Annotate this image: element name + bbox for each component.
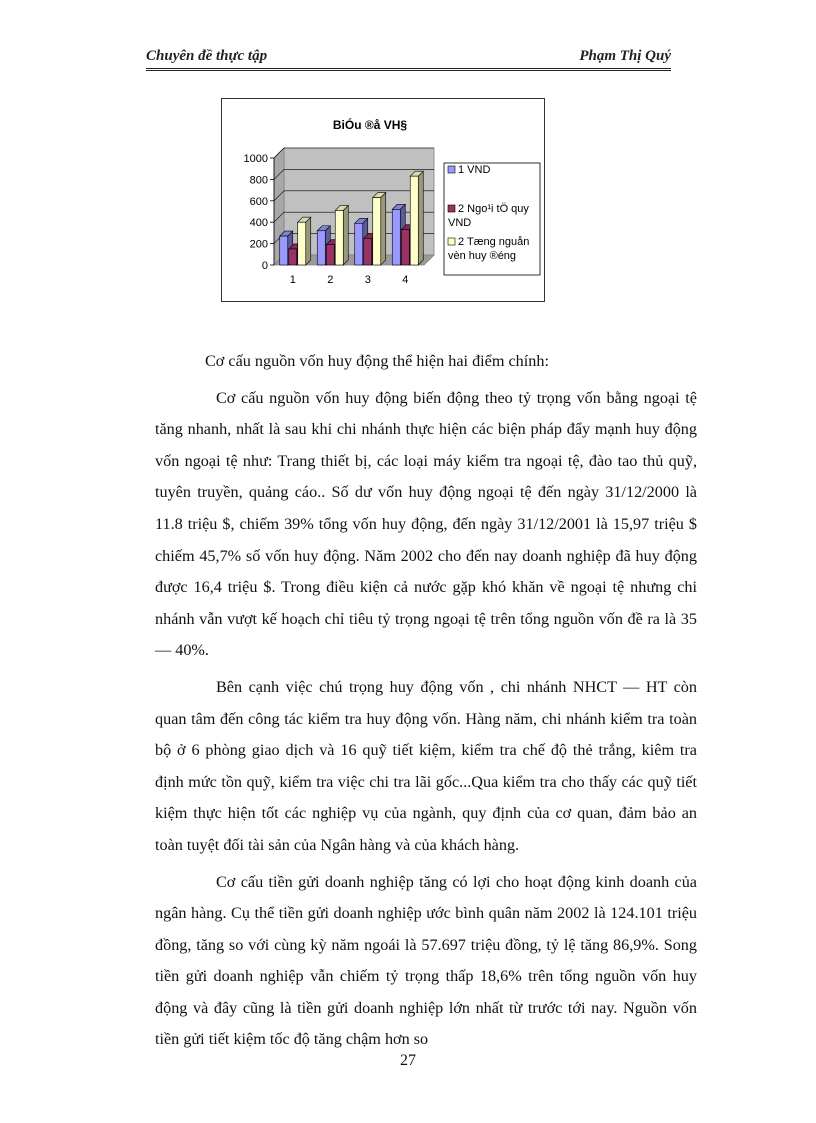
bar-chart <box>221 98 545 302</box>
x-tick-label: 1 <box>289 274 296 286</box>
bar <box>392 209 400 265</box>
page-number: 27 <box>400 1052 416 1069</box>
body-text <box>155 346 697 1061</box>
x-tick-label: 3 <box>364 274 371 286</box>
y-tick-label: 400 <box>249 217 268 230</box>
y-tick-label: 600 <box>249 195 268 208</box>
bar <box>335 210 343 265</box>
bar <box>364 238 372 265</box>
bar <box>280 236 288 265</box>
bar <box>355 223 363 265</box>
header-title: Chuyên đề thực tập <box>146 48 268 64</box>
chart-title: BiÓu ®å VH§ <box>332 118 408 132</box>
bar-side <box>343 205 348 265</box>
x-tick-label: 4 <box>402 274 409 286</box>
bar-side <box>306 217 311 265</box>
bar <box>373 198 381 265</box>
legend-label: 2 Tæng nguån vèn huy ®éng <box>448 236 530 262</box>
bar <box>410 176 418 265</box>
bar-side <box>381 193 386 265</box>
paragraph-2: Cơ cấu nguồn vốn huy động biến động theo tỷ trọng vốn bằng ngoại tệ tăng nhanh, nhất là sau khi chi nhánh thực hiện các biện pháp đẩy mạnh huy động vốn ngoại tệ như: Trang thiết bị, các loại máy kiểm tra ngoại tệ, đào tao thủ quỹ, tuyên truyền, quảng cáo.. Số dư vốn huy động ngoại tệ đến ngày 31/12/2000 là 11.8 triệu $, chiếm 39% tổng vốn huy động, đến ngày 31/12/2001 là 15,97 triệu $ chiếm 45,7% số vốn huy động. Năm 2002 cho đến nay doanh nghiệp đã huy động được 16,4 triệu $. Trong điều kiện cả nước gặp khó khăn về ngoại tệ nhưng chi nhánh vẫn vượt kế hoạch chỉ tiêu tỷ trọng ngoại tệ trên tổng nguồn vốn đề ra là 35 — 40%. <box>155 388 697 660</box>
bar <box>289 249 297 265</box>
x-tick-label: 2 <box>327 274 334 286</box>
bar <box>401 230 409 265</box>
y-tick-label: 800 <box>249 174 268 187</box>
paragraph-4: Cơ cấu tiền gửi doanh nghiệp tăng có lợi cho hoạt động kinh doanh của ngân hàng. Cụ thể tiền gửi doanh nghiệp ước bình quân năm 2002 là 124.101 triệu đồng, tăng so với cùng kỳ năm ngoái là 57.697 triệu đồng, tỷ lệ tăng 86,9%. Song tiền gửi doanh nghiệp vẫn chiếm tỷ trọng thấp 18,6% trên tổng nguồn vốn huy động và đây cũng là tiền gửi doanh nghiệp lớn nhất từ trước tới nay. Nguồn vốn tiền gửi tiết kiệm tốc độ tăng chậm hơn so <box>155 872 697 1049</box>
paragraph-3: Bên cạnh việc chú trọng huy động vốn , chi nhánh NHCT — HT còn quan tâm đến công tác kiểm tra huy động vốn. Hàng năm, chi nhánh kiểm tra toàn bộ ở 6 phòng giao dịch và 16 quỹ tiết kiệm, kiểm tra chế độ thẻ trắng, kiêm tra định mức tồn quỹ, kiểm tra việc chi tra lãi gốc...Qua kiểm tra cho thấy các quỹ tiết kiệm thực hiện tốt các nghiệp vụ của ngành, quy định của cơ quan, đảm bảo an toàn tuyệt đối tài sản của Ngân hàng và của khách hàng. <box>155 677 697 854</box>
chart-canvas <box>222 99 544 301</box>
paragraph-1: Cơ cấu nguồn vốn huy động thể hiện hai điểm chính: <box>205 352 549 370</box>
bar <box>326 245 334 265</box>
page-header <box>146 48 671 68</box>
legend-swatch <box>448 205 455 212</box>
y-tick-label: 1000 <box>243 153 268 165</box>
legend-swatch <box>448 166 455 173</box>
bar <box>298 222 306 265</box>
y-tick-label: 200 <box>249 238 268 251</box>
header-author: Phạm Thị Quý <box>579 48 671 64</box>
legend-label: 1 VND <box>458 164 491 176</box>
y-tick-label: 0 <box>261 260 268 272</box>
bar <box>317 231 325 265</box>
legend-swatch <box>448 238 455 245</box>
header-rule <box>146 68 671 71</box>
bar-side <box>418 171 423 265</box>
legend-label: 2 Ngo¹i tÖ quy VND <box>448 203 529 229</box>
